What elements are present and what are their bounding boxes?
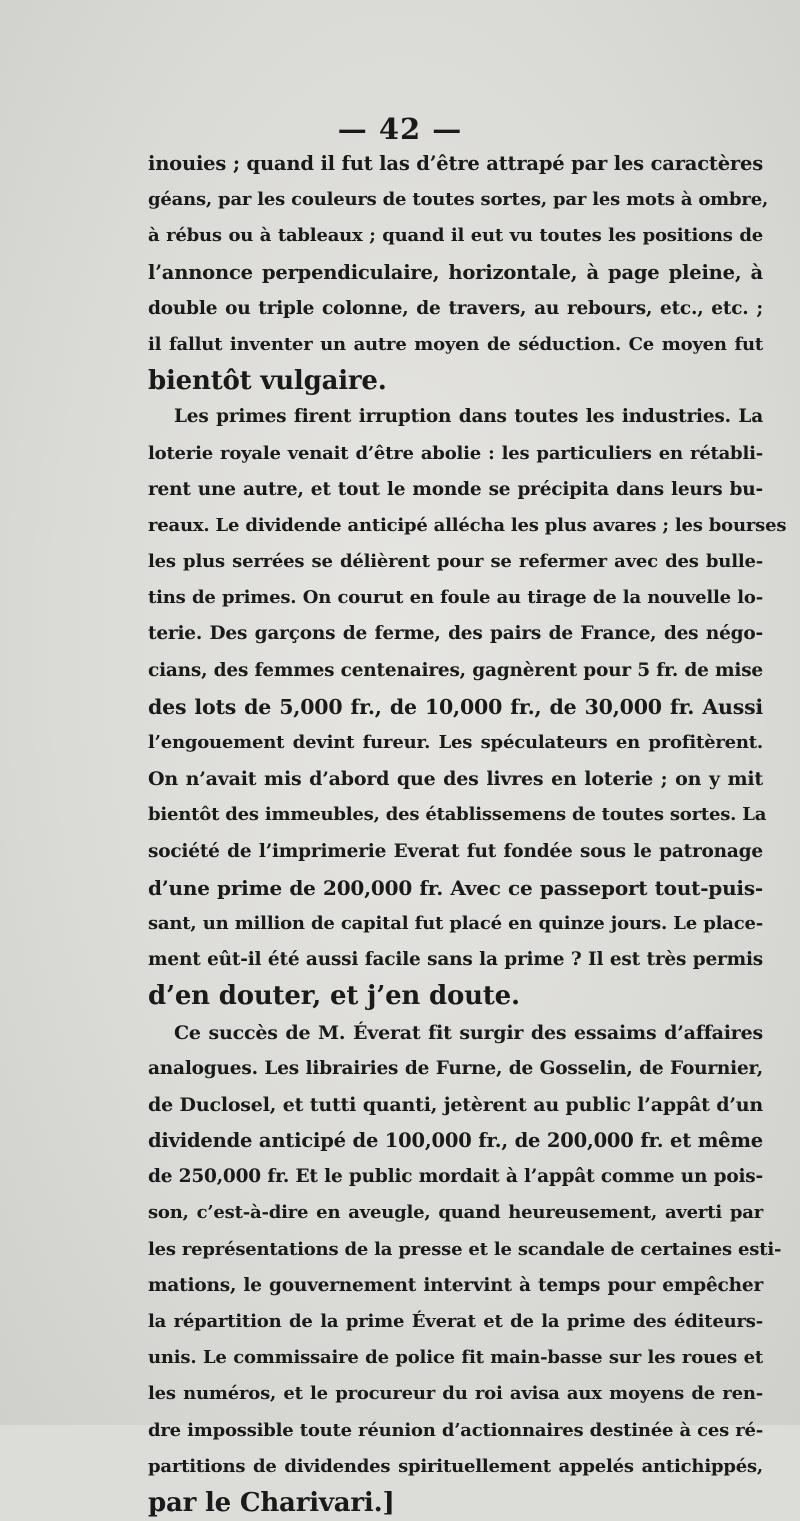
text-line: des lots de 5,000 fr., de 10,000 fr., de 30,000 fr. Aussi [148, 694, 763, 719]
text-line: double ou triple colonne, de travers, au rebours, etc., etc. ; [148, 297, 763, 319]
text-line: mations, le gouvernement intervint à temps pour empêcher [148, 1274, 763, 1296]
text-line: Les primes firent irruption dans toutes les industries. La [174, 406, 763, 428]
text-line: il fallut inventer un autre moyen de séduction. Ce moyen fut [148, 333, 763, 355]
text-line: inouies ; quand il fut las d’être attrapé par les caractères [148, 152, 763, 175]
body-text [148, 146, 787, 1521]
text-line: l’engouement devint fureur. Les spéculateurs en profitèrent. [148, 732, 763, 753]
text-line: société de l’imprimerie Everat fut fondée sous le patronage [148, 840, 763, 862]
text-line: les numéros, et le procureur du roi avisa aux moyens de ren- [148, 1383, 763, 1405]
text-line: les représentations de la presse et le scandale de certaines esti- [148, 1238, 782, 1260]
text-line: son, c’est-à-dire en aveugle, quand heureusement, averti par [148, 1202, 763, 1224]
text-line: unis. Le commissaire de police fit main-basse sur les roues et [148, 1347, 763, 1369]
text-line: reaux. Le dividende anticipé allécha les plus avares ; les bourses [148, 514, 787, 536]
text-line: la répartition de la prime Éverat et de la prime des éditeurs- [148, 1311, 763, 1332]
text-line: dividende anticipé de 100,000 fr., de 200,000 fr. et même [148, 1129, 763, 1153]
text-line: sant, un million de capital fut placé en quinze jours. Le place- [148, 912, 763, 934]
text-line: cians, des femmes centenaires, gagnèrent pour 5 fr. de mise [148, 659, 763, 681]
text-line: ment eût-il été aussi facile sans la prime ? Il est très permis [148, 949, 763, 971]
text-line: à rébus ou à tableaux ; quand il eut vu toutes les positions de [148, 225, 763, 247]
text-line: bientôt vulgaire. [148, 366, 387, 397]
text-line: de 250,000 fr. Et le public mordait à l’appât comme un pois- [148, 1166, 763, 1188]
text-line: par le Charivari.] [148, 1487, 395, 1518]
text-line: les plus serrées se délièrent pour se refermer avec des bulle- [148, 551, 763, 573]
text-line: de Duclosel, et tutti quanti, jetèrent au public l’appât d’un [148, 1093, 763, 1116]
page-number: — 42 — [337, 112, 463, 146]
text-line: d’une prime de 200,000 fr. Avec ce passeport tout-puis- [148, 875, 763, 900]
text-line: d’en douter, et j’en doute. [148, 981, 520, 1012]
text-line: Ce succès de M. Éverat fit surgir des essaims d’affaires [174, 1021, 763, 1044]
text-line: tins de primes. On courut en foule au tirage de la nouvelle lo- [148, 587, 763, 609]
text-line: dre impossible toute réunion d’actionnaires destinée à ces ré- [148, 1419, 763, 1441]
text-line: terie. Des garçons de ferme, des pairs de France, des négo- [148, 623, 763, 645]
text-line: bientôt des immeubles, des établissemens de toutes sortes. La [148, 804, 767, 826]
text-line: partitions de dividendes spirituellement appelés antichippés, [148, 1455, 763, 1477]
text-line: On n’avait mis d’abord que des livres en loterie ; on y mit [148, 768, 763, 791]
text-line: l’annonce perpendiculaire, horizontale, à page pleine, à [148, 260, 763, 284]
text-line: géans, par les couleurs de toutes sortes, par les mots à ombre, [148, 189, 769, 211]
text-line: rent une autre, et tout le monde se précipita dans leurs bu- [148, 478, 763, 500]
text-line: loterie royale venait d’être abolie : les particuliers en rétabli- [148, 442, 763, 464]
text-line: analogues. Les librairies de Furne, de Gosselin, de Fournier, [148, 1057, 763, 1079]
